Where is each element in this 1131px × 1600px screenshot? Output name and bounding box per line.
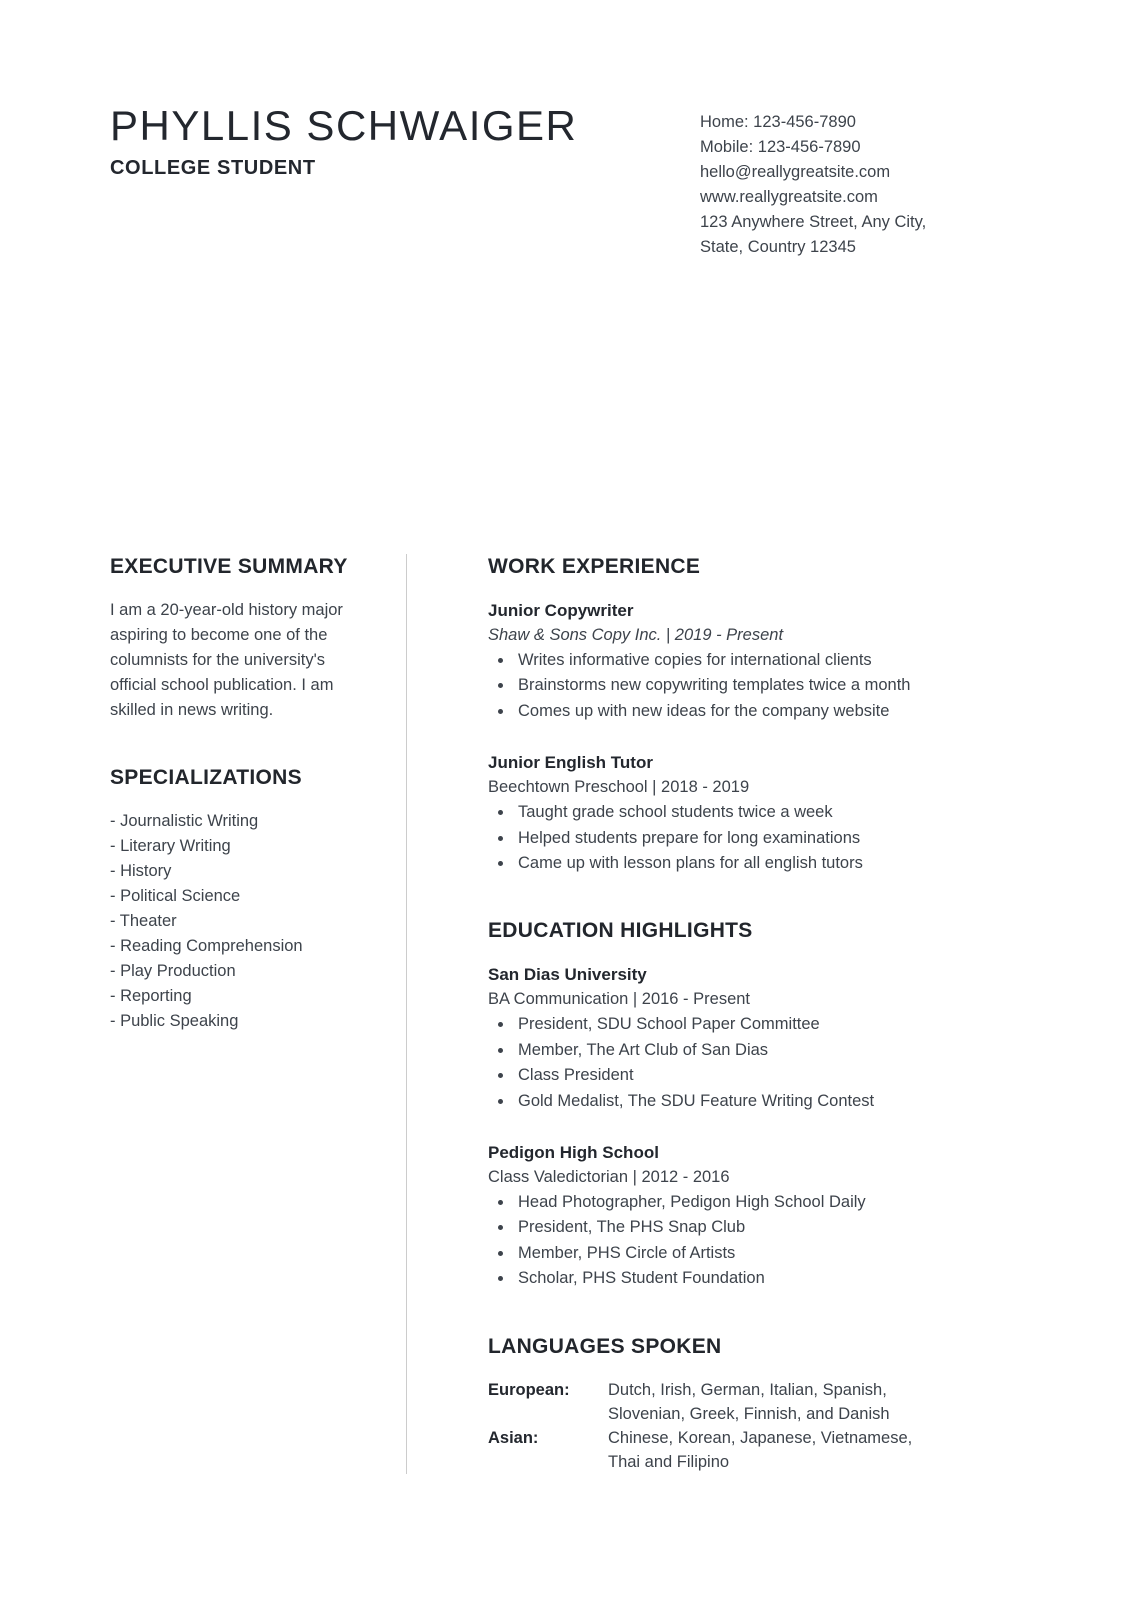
school-subtitle: BA Communication | 2016 - Present [488, 990, 751, 1009]
specializations-section [110, 765, 362, 1034]
header [0, 0, 1131, 256]
language-row [488, 1426, 1035, 1474]
language-group-label: Asian: [488, 1428, 539, 1447]
job-bullet: • Comes up with new ideas for the company website [514, 699, 1035, 724]
specialization-item: - Play Production [110, 962, 236, 980]
school-bullet: • Gold Medalist, The SDU Feature Writing Contest [514, 1089, 1035, 1114]
specialization-item: - Literary Writing [110, 837, 231, 855]
job-bullet: • Writes informative copies for international clients [514, 648, 1035, 673]
school-title: San Dias University [488, 965, 647, 985]
language-list: Chinese, Korean, Japanese, Vietnamese, Thai and Filipino [608, 1428, 913, 1471]
job-subtitle: Shaw & Sons Copy Inc. | 2019 - Present [488, 626, 784, 644]
specialization-item: - Theater [110, 912, 177, 930]
school-bullet-list [488, 1190, 1035, 1292]
person-title: COLLEGE STUDENT [110, 157, 316, 179]
school-subtitle: Class Valedictorian | 2012 - 2016 [488, 1168, 730, 1187]
work-experience-heading: WORK EXPERIENCE [488, 555, 701, 578]
specialization-item: - Reporting [110, 987, 192, 1005]
contact-address-line-2: State, Country 12345 [700, 238, 856, 256]
job-bullet: • Came up with lesson plans for all english tutors [514, 851, 1035, 876]
school-bullet: • Class President [514, 1063, 1035, 1088]
job-title: Junior English Tutor [488, 753, 653, 773]
contact-email: hello@reallygreatsite.com [700, 163, 891, 181]
right-column [407, 554, 1131, 1474]
specialization-item: - Journalistic Writing [110, 812, 259, 830]
contact-block [700, 110, 1040, 260]
school-bullet: • President, SDU School Paper Committee [514, 1012, 1035, 1037]
work-experience-section [488, 554, 1035, 876]
language-row [488, 1378, 1035, 1426]
job-subtitle: Beechtown Preschool | 2018 - 2019 [488, 778, 750, 797]
language-group-label: European: [488, 1380, 570, 1399]
school-bullet: • President, The PHS Snap Club [514, 1215, 1035, 1240]
languages-table [488, 1378, 1035, 1474]
school-bullet: • Head Photographer, Pedigon High School Daily [514, 1190, 1035, 1215]
executive-summary-heading: EXECUTIVE SUMMARY [110, 555, 348, 578]
school-bullet: • Scholar, PHS Student Foundation [514, 1266, 1035, 1291]
specializations-heading: SPECIALIZATIONS [110, 766, 302, 789]
left-column [110, 554, 406, 1474]
job-bullet: • Brainstorms new copywriting templates twice a month [514, 673, 1035, 698]
contact-home-phone: Home: 123-456-7890 [700, 113, 856, 131]
person-name: PHYLLIS SCHWAIGER [110, 102, 578, 149]
education-section [488, 918, 1035, 1291]
contact-mobile-phone: Mobile: 123-456-7890 [700, 138, 861, 156]
specialization-item: - Public Speaking [110, 1012, 239, 1030]
contact-address-line-1: 123 Anywhere Street, Any City, [700, 213, 927, 231]
school-bullet-list [488, 1012, 1035, 1114]
specialization-item: - Political Science [110, 887, 241, 905]
school-title: Pedigon High School [488, 1143, 659, 1163]
school-bullet: • Member, PHS Circle of Artists [514, 1241, 1035, 1266]
specialization-item: - Reading Comprehension [110, 937, 303, 955]
contact-website: www.reallygreatsite.com [700, 188, 878, 206]
education-heading: EDUCATION HIGHLIGHTS [488, 919, 753, 943]
job-title: Junior Copywriter [488, 601, 634, 620]
job-bullet: • Helped students prepare for long examinations [514, 826, 1035, 851]
school-entry [488, 1140, 1035, 1292]
job-bullet-list [488, 648, 1035, 724]
job-entry [488, 598, 1035, 724]
school-bullet: • Member, The Art Club of San Dias [514, 1038, 1035, 1063]
job-bullet-list [488, 800, 1035, 876]
school-entry [488, 962, 1035, 1114]
body-columns [110, 554, 1131, 1474]
languages-section [488, 1334, 1035, 1474]
language-list: Dutch, Irish, German, Italian, Spanish, Slovenian, Greek, Finnish, and Danish [608, 1380, 890, 1423]
languages-heading: LANGUAGES SPOKEN [488, 1334, 722, 1358]
specialization-item: - History [110, 862, 172, 880]
job-bullet: • Taught grade school students twice a week [514, 800, 1035, 825]
executive-summary-text: I am a 20-year-old history major aspiring to become one of the columnists for the university's official school publication. I am skilled in news writing. [110, 601, 343, 719]
job-entry [488, 750, 1035, 876]
executive-summary-section [110, 554, 362, 723]
